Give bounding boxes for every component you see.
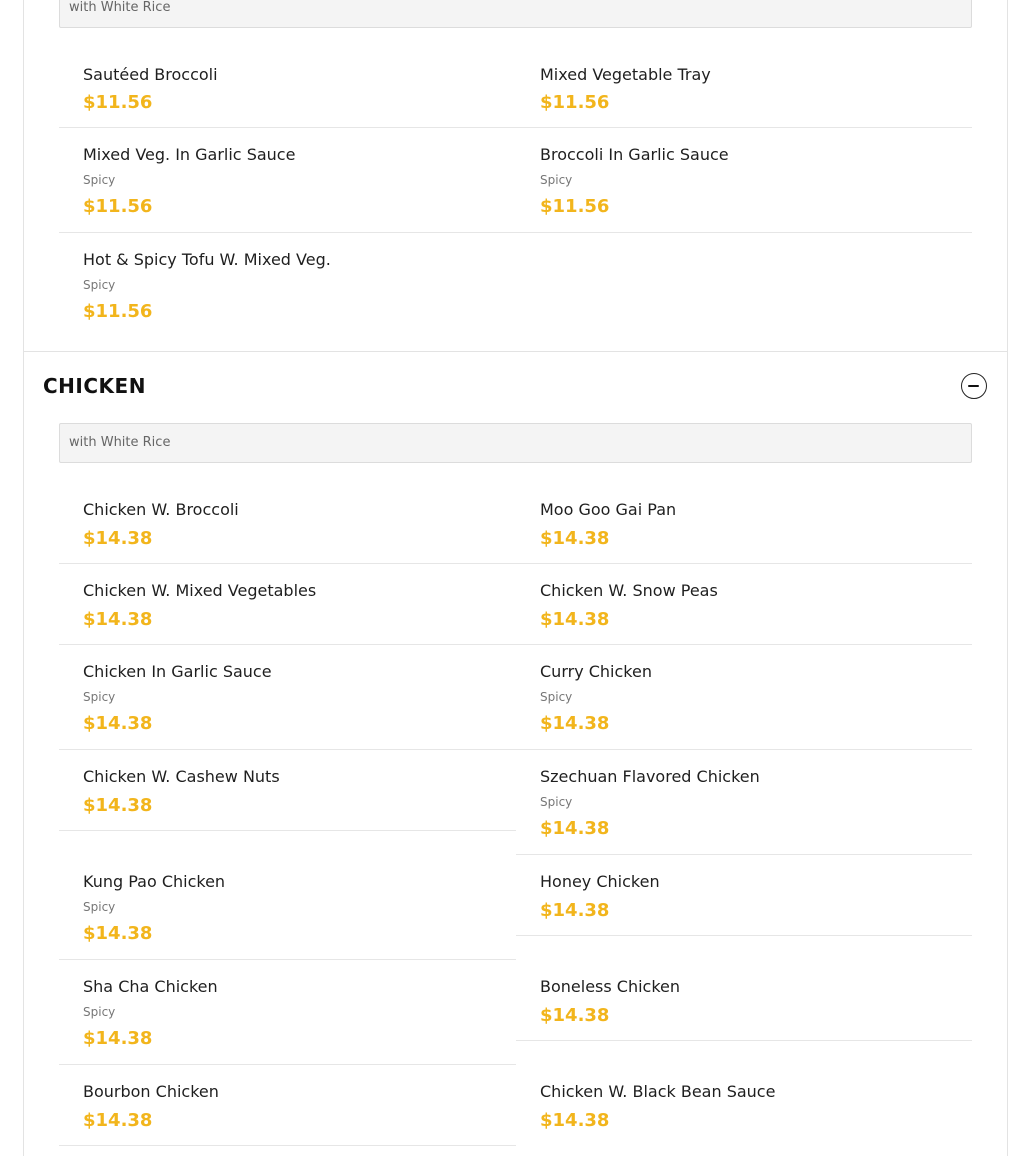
menu-item[interactable]: [516, 960, 972, 1041]
minus-circle-icon[interactable]: [961, 373, 987, 399]
item-name: Chicken W. Broccoli: [83, 500, 239, 519]
spicy-tag: Spicy: [83, 1005, 116, 1019]
item-price: $14.38: [83, 1110, 153, 1131]
menu-item[interactable]: [59, 855, 516, 960]
item-price: $14.38: [83, 528, 153, 549]
item-price: $14.38: [540, 609, 610, 630]
section-divider: [24, 351, 1008, 352]
menu-item[interactable]: [59, 487, 516, 564]
item-price: $14.38: [540, 1110, 610, 1131]
item-name: Kung Pao Chicken: [83, 872, 226, 891]
item-price: $11.56: [540, 196, 610, 217]
item-name: Honey Chicken: [540, 872, 660, 891]
item-name: Chicken W. Black Bean Sauce: [540, 1082, 776, 1101]
menu-item[interactable]: [516, 750, 972, 855]
menu-item[interactable]: [59, 128, 516, 233]
menu-item[interactable]: [516, 564, 972, 645]
menu-item[interactable]: [59, 645, 516, 750]
item-name: Szechuan Flavored Chicken: [540, 767, 760, 786]
section-note-vegetable: with White Rice: [59, 0, 972, 28]
item-price: $11.56: [540, 92, 610, 113]
spicy-tag: Spicy: [540, 795, 573, 809]
menu-item[interactable]: [59, 52, 516, 128]
spicy-tag: Spicy: [540, 690, 573, 704]
menu-item[interactable]: [516, 855, 972, 936]
item-price: $14.38: [83, 1028, 153, 1049]
spicy-tag: Spicy: [83, 173, 116, 187]
item-price: $14.38: [540, 900, 610, 921]
menu-item[interactable]: [59, 233, 516, 338]
item-price: $11.56: [83, 92, 153, 113]
item-name: Moo Goo Gai Pan: [540, 500, 677, 519]
item-name: Boneless Chicken: [540, 977, 681, 996]
menu-item[interactable]: [516, 1065, 972, 1146]
section-title-chicken[interactable]: CHICKEN: [43, 374, 146, 398]
item-name: Chicken In Garlic Sauce: [83, 662, 272, 681]
item-price: $14.38: [83, 713, 153, 734]
spicy-tag: Spicy: [83, 278, 116, 292]
spicy-tag: Spicy: [83, 690, 116, 704]
item-price: $14.38: [540, 713, 610, 734]
menu-item[interactable]: [516, 128, 972, 233]
item-price: $14.38: [83, 923, 153, 944]
item-name: Chicken W. Snow Peas: [540, 581, 718, 600]
section-note-chicken: with White Rice: [59, 423, 972, 463]
menu-item[interactable]: [59, 960, 516, 1065]
menu-item[interactable]: [516, 645, 972, 750]
item-name: Broccoli In Garlic Sauce: [540, 145, 729, 164]
item-name: Sautéed Broccoli: [83, 65, 218, 84]
item-name: Chicken W. Cashew Nuts: [83, 767, 280, 786]
spicy-tag: Spicy: [83, 900, 116, 914]
item-price: $14.38: [83, 609, 153, 630]
menu-item[interactable]: [516, 52, 972, 128]
item-price: $14.38: [540, 1005, 610, 1026]
item-name: Bourbon Chicken: [83, 1082, 219, 1101]
item-name: Curry Chicken: [540, 662, 652, 681]
spicy-tag: Spicy: [540, 173, 573, 187]
item-price: $14.38: [540, 818, 610, 839]
item-name: Mixed Veg. In Garlic Sauce: [83, 145, 296, 164]
menu-item[interactable]: [59, 750, 516, 831]
item-price: $11.56: [83, 196, 153, 217]
item-name: Hot & Spicy Tofu W. Mixed Veg.: [83, 250, 331, 269]
item-price: $11.56: [83, 301, 153, 322]
menu-item[interactable]: [59, 1065, 516, 1146]
item-name: Sha Cha Chicken: [83, 977, 218, 996]
menu-item[interactable]: [516, 487, 972, 564]
item-name: Mixed Vegetable Tray: [540, 65, 711, 84]
menu-item[interactable]: [59, 564, 516, 645]
item-price: $14.38: [540, 528, 610, 549]
item-name: Chicken W. Mixed Vegetables: [83, 581, 317, 600]
item-price: $14.38: [83, 795, 153, 816]
